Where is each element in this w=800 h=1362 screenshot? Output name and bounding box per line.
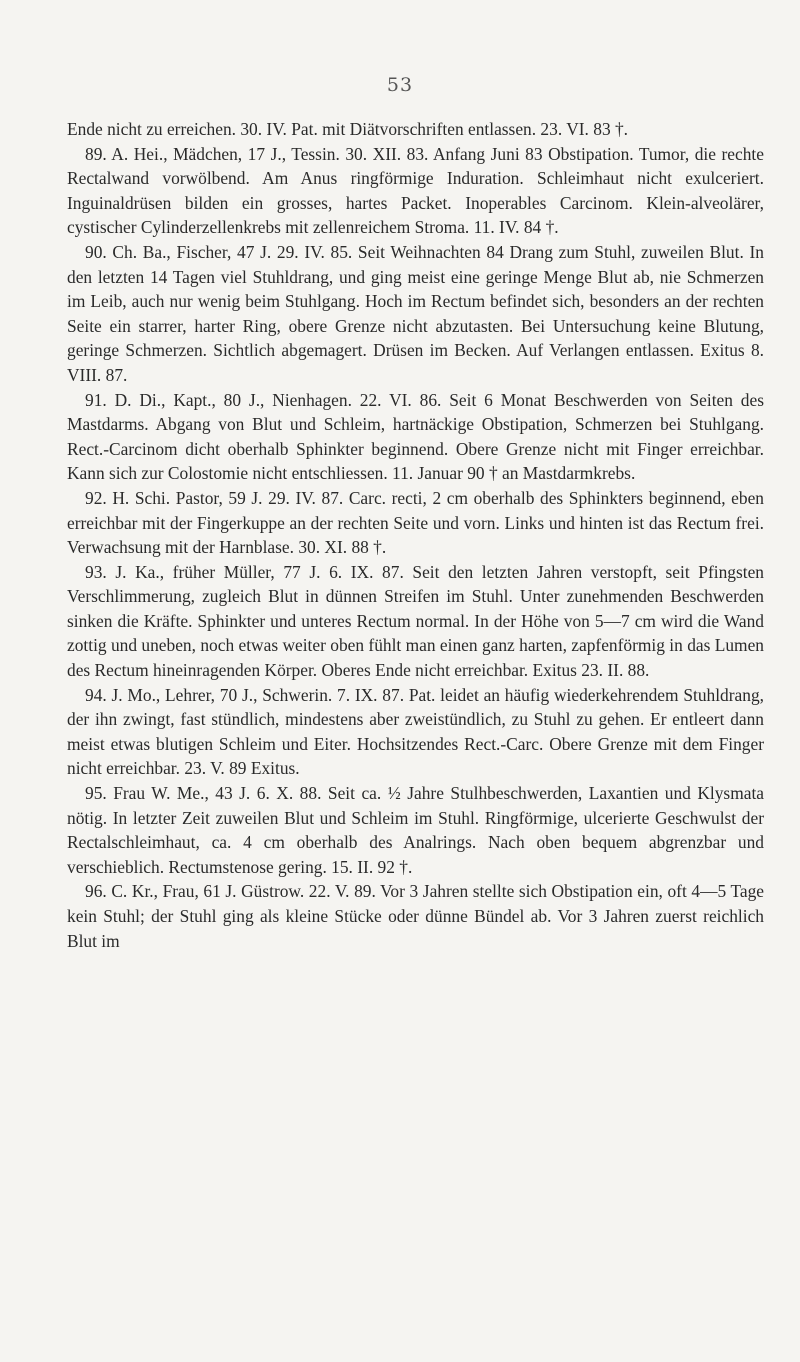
paragraph-continuation: Ende nicht zu erreichen. 30. IV. Pat. mit Diätvorschriften entlassen. 23. VI. 83 †. bbox=[67, 119, 629, 139]
case-entry-92: 92. H. Schi. Pastor, 59 J. 29. IV. 87. Carc. recti, 2 cm oberhalb des Sphinkters beginnend, eben erreichbar mit der Fingerkuppe an der rechten Seite und vorn. Links und hinten ist das Rectum frei. Verwachsung mit der Harnblase. 30. XI. 88 †. bbox=[67, 487, 764, 558]
case-entry-95: 95. Frau W. Me., 43 J. 6. X. 88. Seit ca. ½ Jahre Stulhbeschwerden, Laxantien und Klysmata nötig. In letzter Zeit zuweilen Blut und Schleim im Stuhl. Ringförmige, ulcerierte Geschwulst der Rectalschleimhaut, ca. 4 cm oberhalb des Analrings. Nach oben bequem abgrenzbar und verschieblich. Rectumstenose gering. 15. II. 92 †. bbox=[67, 783, 764, 877]
case-entry-89: 89. A. Hei., Mädchen, 17 J., Tessin. 30. XII. 83. Anfang Juni 83 Obstipation. Tumor, die rechte Rectalwand vorwölbend. Am Anus ringförmige Induration. Schleimhaut nicht exulceriert. Inguinaldrüsen bilden ein grosses, hartes Packet. Inoperables Carcinom. Klein-alveolärer, cystischer Cylinderzellenkrebs mit zellenreichem Stroma. 11. IV. 84 †. bbox=[67, 143, 764, 238]
case-entry-93: 93. J. Ka., früher Müller, 77 J. 6. IX. 87. Seit den letzten Jahren verstopft, seit Pfingsten Verschlimmerung, zugleich Blut in dünnen Streifen im Stuhl. Unter zunehmenden Beschwerden sinken die Kräfte. Sphinkter und unteres Rectum normal. In der Höhe von 5—7 cm wird die Wand zottig und uneben, noch etwas weiter oben fühlt man einen ganz harten, zapfenförmig in das Lumen des Rectum hineinragenden Körper. Oberes Ende nicht erreichbar. Exitus 23. II. 88. bbox=[67, 561, 764, 681]
body-text bbox=[67, 117, 764, 953]
case-entry-90: 90. Ch. Ba., Fischer, 47 J. 29. IV. 85. Seit Weihnachten 84 Drang zum Stuhl, zuweilen Blut. In den letzten 14 Tagen viel Stuhldrang, und ging meist eine geringe Menge Blut ab, nie Schmerzen im Leib, auch nur wenig beim Stuhlgang. Hoch im Rectum befindet sich, besonders an der rechten Seite ein starrer, harter Ring, obere Grenze nicht abzutasten. Bei Untersuchung keine Blutung, geringe Schmerzen. Sichtlich abgemagert. Drüsen im Becken. Auf Verlangen entlassen. Exitus 8. VIII. 87. bbox=[67, 241, 764, 385]
case-entry-96: 96. C. Kr., Frau, 61 J. Güstrow. 22. V. 89. Vor 3 Jahren stellte sich Obstipation ein, oft 4—5 Tage kein Stuhl; der Stuhl ging als kleine Stücke oder dünne Bündel ab. Vor 3 Jahren zuerst reichlich Blut im bbox=[67, 881, 764, 951]
case-entry-94: 94. J. Mo., Lehrer, 70 J., Schwerin. 7. IX. 87. Pat. leidet an häufig wiederkehrendem Stuhldrang, der ihn zwingt, fast stündlich, mindestens aber zweistündlich, zu Stuhl zu gehen. Er entleert dann meist etwas blutigen Schleim und Eiter. Hochsitzendes Rect.-Carc. Obere Grenze mit dem Finger nicht erreichbar. 23. V. 89 Exitus. bbox=[67, 684, 764, 779]
page-number: 53 bbox=[386, 74, 414, 96]
case-entry-91: 91. D. Di., Kapt., 80 J., Nienhagen. 22. VI. 86. Seit 6 Monat Beschwerden von Seiten des Mastdarms. Abgang von Blut und Schleim, hartnäckige Obstipation, Schmerzen bei Stuhlgang. Rect.-Carcinom dicht oberhalb Sphinkter beginnend. Obere Grenze nicht mit Finger erreichbar. Kann sich zur Colostomie nicht entschliessen. 11. Januar 90 † an Mastdarmkrebs. bbox=[67, 389, 764, 484]
